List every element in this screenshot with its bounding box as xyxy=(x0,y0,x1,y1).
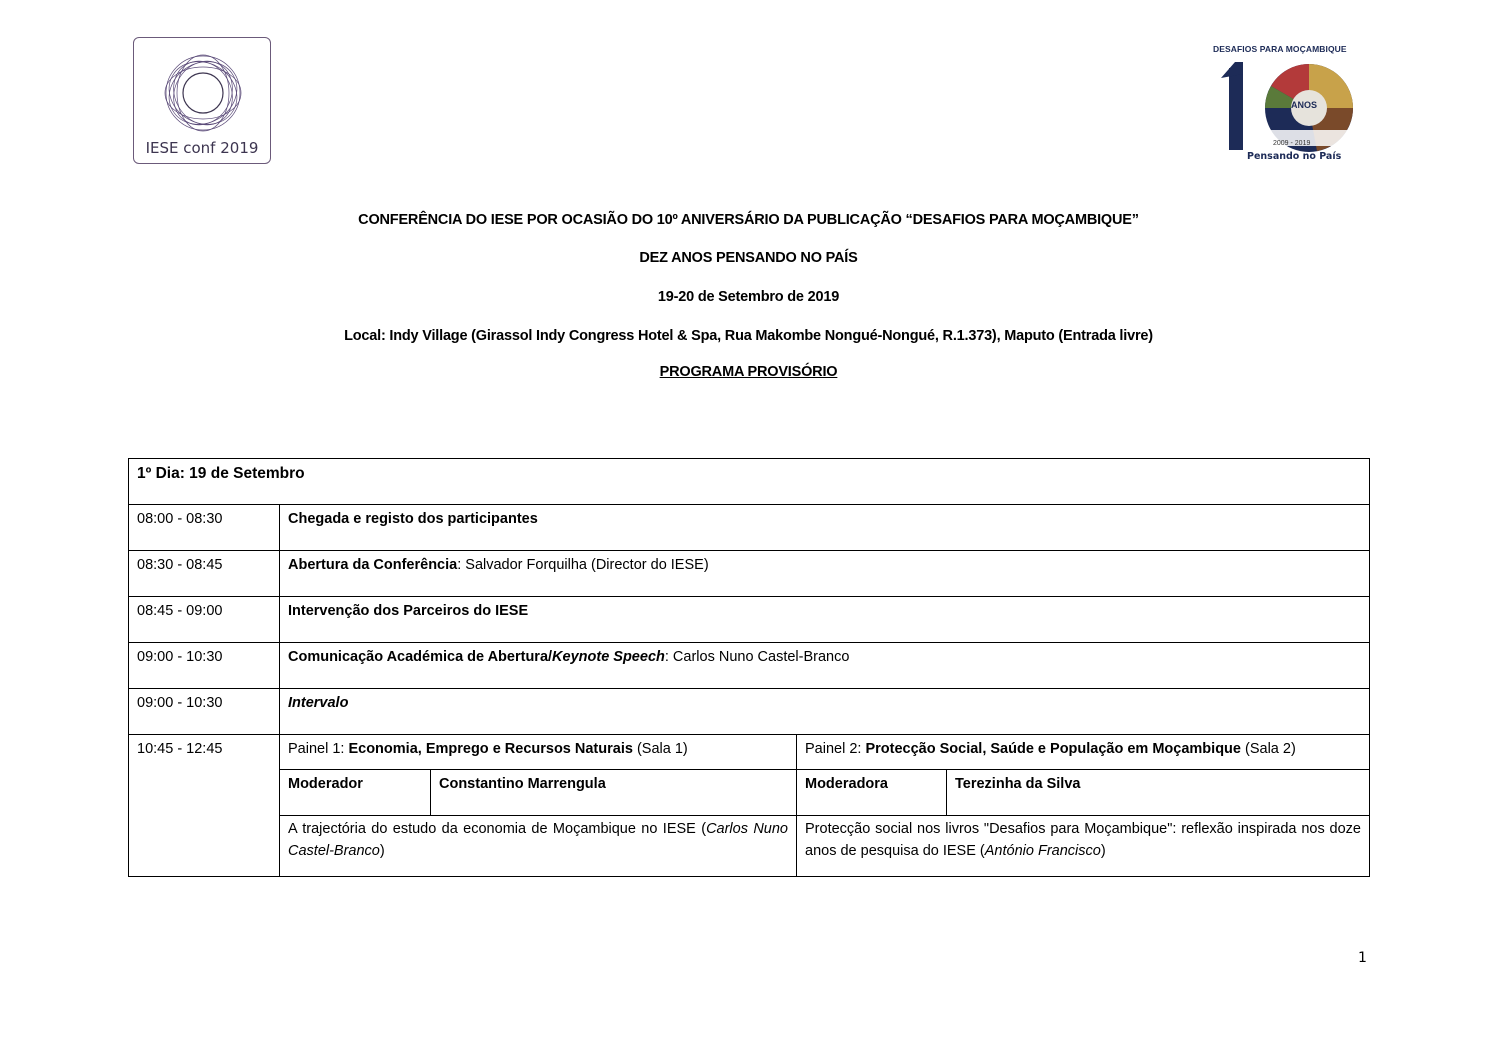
activity-title: Intervenção dos Parceiros do IESE xyxy=(288,603,529,619)
panel-1-name: Economia, Emprego e Recursos Naturais xyxy=(348,741,633,757)
panel-2-room: (Sala 2) xyxy=(1240,741,1296,757)
panel-1-header xyxy=(280,735,797,770)
panel-2-moderator-label: Moderadora xyxy=(797,770,947,816)
panel-1-moderator-label: Moderador xyxy=(280,770,431,816)
panel-2-name: Protecção Social, Saúde e População em Moçambique xyxy=(865,741,1241,757)
activity-cell xyxy=(280,551,1370,597)
panel-1-talk xyxy=(280,816,797,877)
activity-cell xyxy=(280,689,1370,735)
ten-years-emblem-icon xyxy=(1205,30,1367,168)
table-row xyxy=(129,505,1370,551)
time-cell: 08:00 - 08:30 xyxy=(129,505,280,551)
activity-title: Chegada e registo dos participantes xyxy=(288,511,538,527)
conference-title: CONFERÊNCIA DO IESE POR OCASIÃO DO 10º ANIVERSÁRIO DA PUBLICAÇÃO “DESAFIOS PARA MOÇAMBIQUE” xyxy=(358,212,1139,228)
activity-title-italic: Intervalo xyxy=(288,695,349,711)
table-row xyxy=(129,643,1370,689)
talk-title: A trajectória do estudo da economia de Moçambique no IESE ( xyxy=(288,821,707,837)
activity-detail: : Carlos Nuno Castel-Branco xyxy=(664,649,850,665)
talk-row xyxy=(129,816,1370,877)
conference-subtitle: DEZ ANOS PENSANDO NO PAÍS xyxy=(639,250,858,266)
time-cell: 09:00 - 10:30 xyxy=(129,689,280,735)
table-row xyxy=(129,597,1370,643)
conference-dates: 19-20 de Setembro de 2019 xyxy=(657,289,840,305)
activity-cell xyxy=(280,643,1370,689)
activity-title: Comunicação Académica de Abertura/ xyxy=(288,649,553,665)
conference-location: Local: Indy Village (Girassol Indy Congress Hotel & Spa, Rua Makombe Nongué-Nongué, R.1.373), Maputo (Entrada livre) xyxy=(344,328,1153,344)
day-header: 1º Dia: 19 de Setembro xyxy=(129,459,1370,505)
time-cell: 09:00 - 10:30 xyxy=(129,643,280,689)
activity-cell xyxy=(280,597,1370,643)
talk-title: Protecção social nos livros "Desafios para Moçambique": reflexão inspirada nos doze anos de pesquisa do IESE ( xyxy=(805,821,1361,859)
logo-right-subtitle: Pensando no País xyxy=(1247,151,1342,162)
panel-2-prefix: Painel 2: xyxy=(805,741,866,757)
panel-2-talk xyxy=(797,816,1370,877)
schedule-table xyxy=(128,458,1370,877)
activity-title-italic: Keynote Speech xyxy=(552,649,665,665)
activity-cell xyxy=(280,505,1370,551)
panel-2-header xyxy=(797,735,1370,770)
time-cell: 08:45 - 09:00 xyxy=(129,597,280,643)
talk-author: António Francisco xyxy=(984,843,1101,859)
logo-right-title: DESAFIOS PARA MOÇAMBIQUE xyxy=(1213,44,1347,54)
interlaced-rings-icon xyxy=(156,46,250,140)
time-cell: 08:30 - 08:45 xyxy=(129,551,280,597)
iese-conf-logo xyxy=(133,37,271,164)
logo-left-text: IESE conf 2019 xyxy=(145,139,259,157)
logo-right-anos: ANOS xyxy=(1291,100,1318,110)
panel-1-moderator-name: Constantino Marrengula xyxy=(431,770,797,816)
moderator-row xyxy=(129,770,1370,816)
desafios-10-anos-logo xyxy=(1205,30,1367,168)
program-heading: PROGRAMA PROVISÓRIO xyxy=(659,364,838,380)
activity-detail: : Salvador Forquilha (Director do IESE) xyxy=(457,557,709,573)
table-row xyxy=(129,551,1370,597)
page-number: 1 xyxy=(1358,950,1367,966)
talk-author: Carlos Nuno Castel-Branco xyxy=(288,821,788,859)
talk-close: ) xyxy=(1100,843,1106,859)
time-cell: 10:45 - 12:45 xyxy=(129,735,280,877)
panel-1-prefix: Painel 1: xyxy=(288,741,349,757)
panel-header-row xyxy=(129,735,1370,770)
panel-1-room: (Sala 1) xyxy=(632,741,688,757)
day-header-row xyxy=(129,459,1370,505)
logo-right-years: 2009 - 2019 xyxy=(1273,140,1311,147)
panel-2-moderator-name: Terezinha da Silva xyxy=(947,770,1370,816)
activity-title: Abertura da Conferência xyxy=(288,557,458,573)
talk-close: ) xyxy=(379,843,385,859)
table-row xyxy=(129,689,1370,735)
